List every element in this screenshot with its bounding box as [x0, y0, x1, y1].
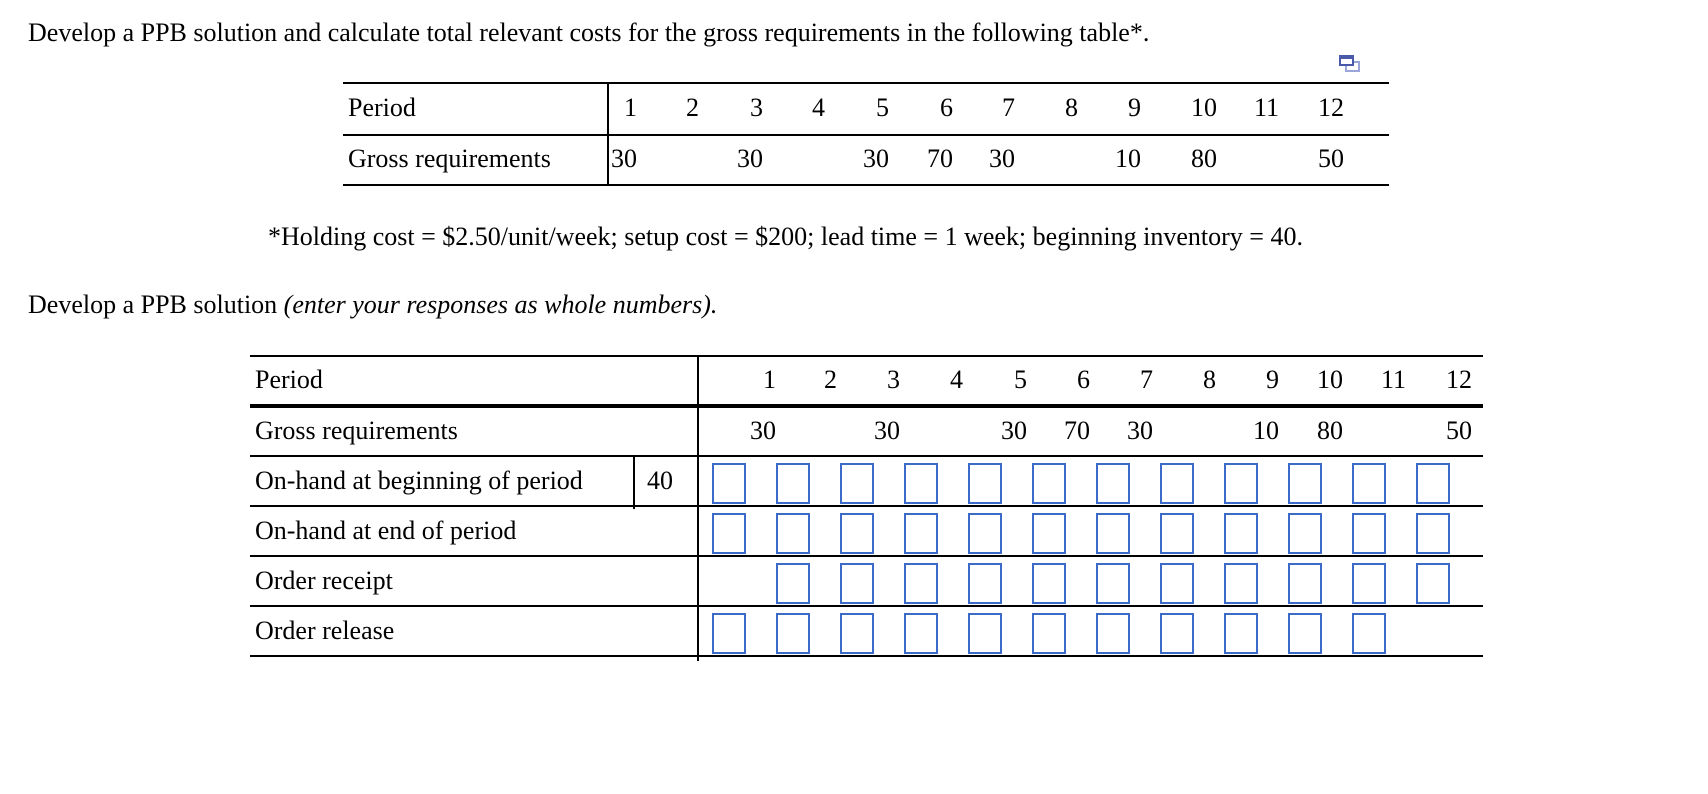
order-receipt-input-period-7[interactable]: [1096, 563, 1130, 604]
order-release-input-period-3[interactable]: [840, 613, 874, 654]
order-receipt-input-period-12[interactable]: [1416, 563, 1450, 604]
period-header-cell: 4: [812, 93, 825, 122]
gross-requirement-cell: 30: [863, 144, 889, 173]
table-rule: [250, 455, 1483, 457]
instruction: [28, 290, 717, 320]
table-rule: [250, 355, 1483, 357]
period-header-cell: 1: [763, 365, 776, 394]
period-header-cell: 6: [1077, 365, 1090, 394]
on-hand-end-input-period-5[interactable]: [968, 513, 1002, 554]
gross-requirement-cell: 30: [750, 416, 776, 445]
row-label-on-hand-end: On-hand at end of period: [255, 516, 517, 545]
table-rule: [250, 555, 1483, 557]
period-header-cell: 9: [1266, 365, 1279, 394]
row-label-period: Period: [255, 365, 323, 394]
on-hand-end-input-period-9[interactable]: [1224, 513, 1258, 554]
on-hand-beginning-input-period-10[interactable]: [1288, 463, 1322, 504]
instruction-text: Develop a PPB solution: [28, 290, 284, 319]
order-release-input-period-9[interactable]: [1224, 613, 1258, 654]
gross-requirement-cell: 30: [874, 416, 900, 445]
table-rule: [343, 82, 1389, 84]
table-rule: [343, 134, 1389, 136]
row-label-on-hand-beginning: On-hand at beginning of period: [255, 466, 583, 495]
period-header-cell: 9: [1128, 93, 1141, 122]
period-header-cell: 10: [1317, 365, 1343, 394]
period-header-cell: 1: [624, 93, 637, 122]
period-header-cell: 6: [940, 93, 953, 122]
order-release-input-period-11[interactable]: [1352, 613, 1386, 654]
period-header-cell: 11: [1380, 365, 1406, 394]
on-hand-beginning-input-period-1[interactable]: [712, 463, 746, 504]
period-header-cell: 2: [824, 365, 837, 394]
gross-requirement-cell: 30: [611, 144, 637, 173]
period-header-cell: 3: [887, 365, 900, 394]
on-hand-end-input-period-12[interactable]: [1416, 513, 1450, 554]
order-release-input-period-8[interactable]: [1160, 613, 1194, 654]
table-rule: [250, 605, 1483, 607]
row-label-order-receipt: Order receipt: [255, 566, 393, 595]
order-release-input-period-4[interactable]: [904, 613, 938, 654]
order-receipt-input-period-4[interactable]: [904, 563, 938, 604]
on-hand-end-input-period-6[interactable]: [1032, 513, 1066, 554]
period-header-cell: 4: [950, 365, 963, 394]
table-rule: [343, 184, 1389, 186]
order-receipt-input-period-8[interactable]: [1160, 563, 1194, 604]
row-label-order-release: Order release: [255, 616, 395, 645]
period-header-cell: 5: [1014, 365, 1027, 394]
period-header-cell: 7: [1140, 365, 1153, 394]
order-receipt-input-period-10[interactable]: [1288, 563, 1322, 604]
order-release-input-period-2[interactable]: [776, 613, 810, 654]
on-hand-beginning-input-period-5[interactable]: [968, 463, 1002, 504]
order-release-input-period-6[interactable]: [1032, 613, 1066, 654]
on-hand-beginning-input-period-9[interactable]: [1224, 463, 1258, 504]
on-hand-beginning-input-period-3[interactable]: [840, 463, 874, 504]
gross-requirement-cell: 30: [1001, 416, 1027, 445]
on-hand-beginning-input-period-4[interactable]: [904, 463, 938, 504]
table-rule: [250, 505, 1483, 507]
on-hand-end-input-period-7[interactable]: [1096, 513, 1130, 554]
order-receipt-input-period-2[interactable]: [776, 563, 810, 604]
order-receipt-input-period-3[interactable]: [840, 563, 874, 604]
on-hand-beginning-input-period-7[interactable]: [1096, 463, 1130, 504]
order-receipt-input-period-5[interactable]: [968, 563, 1002, 604]
table-rule: [250, 404, 1483, 408]
on-hand-end-input-period-4[interactable]: [904, 513, 938, 554]
beginning-inventory-value: 40: [647, 466, 673, 495]
cost-parameters-footnote: *Holding cost = $2.50/unit/week; setup cost = $200; lead time = 1 week; beginning inventory = 40.: [268, 222, 1303, 251]
table-divider: [697, 355, 699, 661]
gross-requirement-cell: 80: [1191, 144, 1217, 173]
instruction-note: (enter your responses as whole numbers).: [283, 290, 718, 319]
on-hand-end-input-period-8[interactable]: [1160, 513, 1194, 554]
gross-requirement-cell: 70: [1064, 416, 1090, 445]
on-hand-beginning-input-period-11[interactable]: [1352, 463, 1386, 504]
row-label-gross-requirements: Gross requirements: [348, 144, 551, 173]
on-hand-beginning-input-period-8[interactable]: [1160, 463, 1194, 504]
period-header-cell: 10: [1191, 93, 1217, 122]
order-receipt-input-period-6[interactable]: [1032, 563, 1066, 604]
on-hand-end-input-period-2[interactable]: [776, 513, 810, 554]
order-release-input-period-10[interactable]: [1288, 613, 1322, 654]
gross-requirement-cell: 70: [927, 144, 953, 173]
order-receipt-input-period-11[interactable]: [1352, 563, 1386, 604]
on-hand-beginning-input-period-12[interactable]: [1416, 463, 1450, 504]
gross-requirement-cell: 10: [1253, 416, 1279, 445]
gross-requirement-cell: 30: [737, 144, 763, 173]
gross-requirement-cell: 50: [1446, 416, 1472, 445]
period-header-cell: 7: [1002, 93, 1015, 122]
copy-table-icon[interactable]: [1339, 55, 1361, 73]
on-hand-end-input-period-11[interactable]: [1352, 513, 1386, 554]
gross-requirement-cell: 30: [989, 144, 1015, 173]
period-header-cell: 12: [1446, 365, 1472, 394]
order-release-input-period-7[interactable]: [1096, 613, 1130, 654]
gross-requirement-cell: 50: [1318, 144, 1344, 173]
on-hand-end-input-period-3[interactable]: [840, 513, 874, 554]
order-receipt-input-period-9[interactable]: [1224, 563, 1258, 604]
on-hand-end-input-period-10[interactable]: [1288, 513, 1322, 554]
order-release-input-period-1[interactable]: [712, 613, 746, 654]
period-header-cell: 12: [1318, 93, 1344, 122]
period-header-cell: 11: [1253, 93, 1279, 122]
gross-requirement-cell: 80: [1317, 416, 1343, 445]
order-release-input-period-5[interactable]: [968, 613, 1002, 654]
period-header-cell: 2: [686, 93, 699, 122]
ppb-answer-table: [250, 355, 1483, 661]
row-label-gross-requirements: Gross requirements: [255, 416, 458, 445]
on-hand-beginning-input-period-2[interactable]: [776, 463, 810, 504]
question-intro: Develop a PPB solution and calculate total relevant costs for the gross requirements in the following table*.: [28, 18, 1150, 47]
table-rule: [250, 655, 1483, 657]
period-header-cell: 8: [1203, 365, 1216, 394]
period-header-cell: 5: [876, 93, 889, 122]
row-label-period: Period: [348, 93, 416, 122]
period-header-cell: 3: [750, 93, 763, 122]
gross-requirement-cell: 30: [1127, 416, 1153, 445]
period-header-cell: 8: [1065, 93, 1078, 122]
gross-requirement-cell: 10: [1115, 144, 1141, 173]
on-hand-beginning-input-period-6[interactable]: [1032, 463, 1066, 504]
on-hand-end-input-period-1[interactable]: [712, 513, 746, 554]
